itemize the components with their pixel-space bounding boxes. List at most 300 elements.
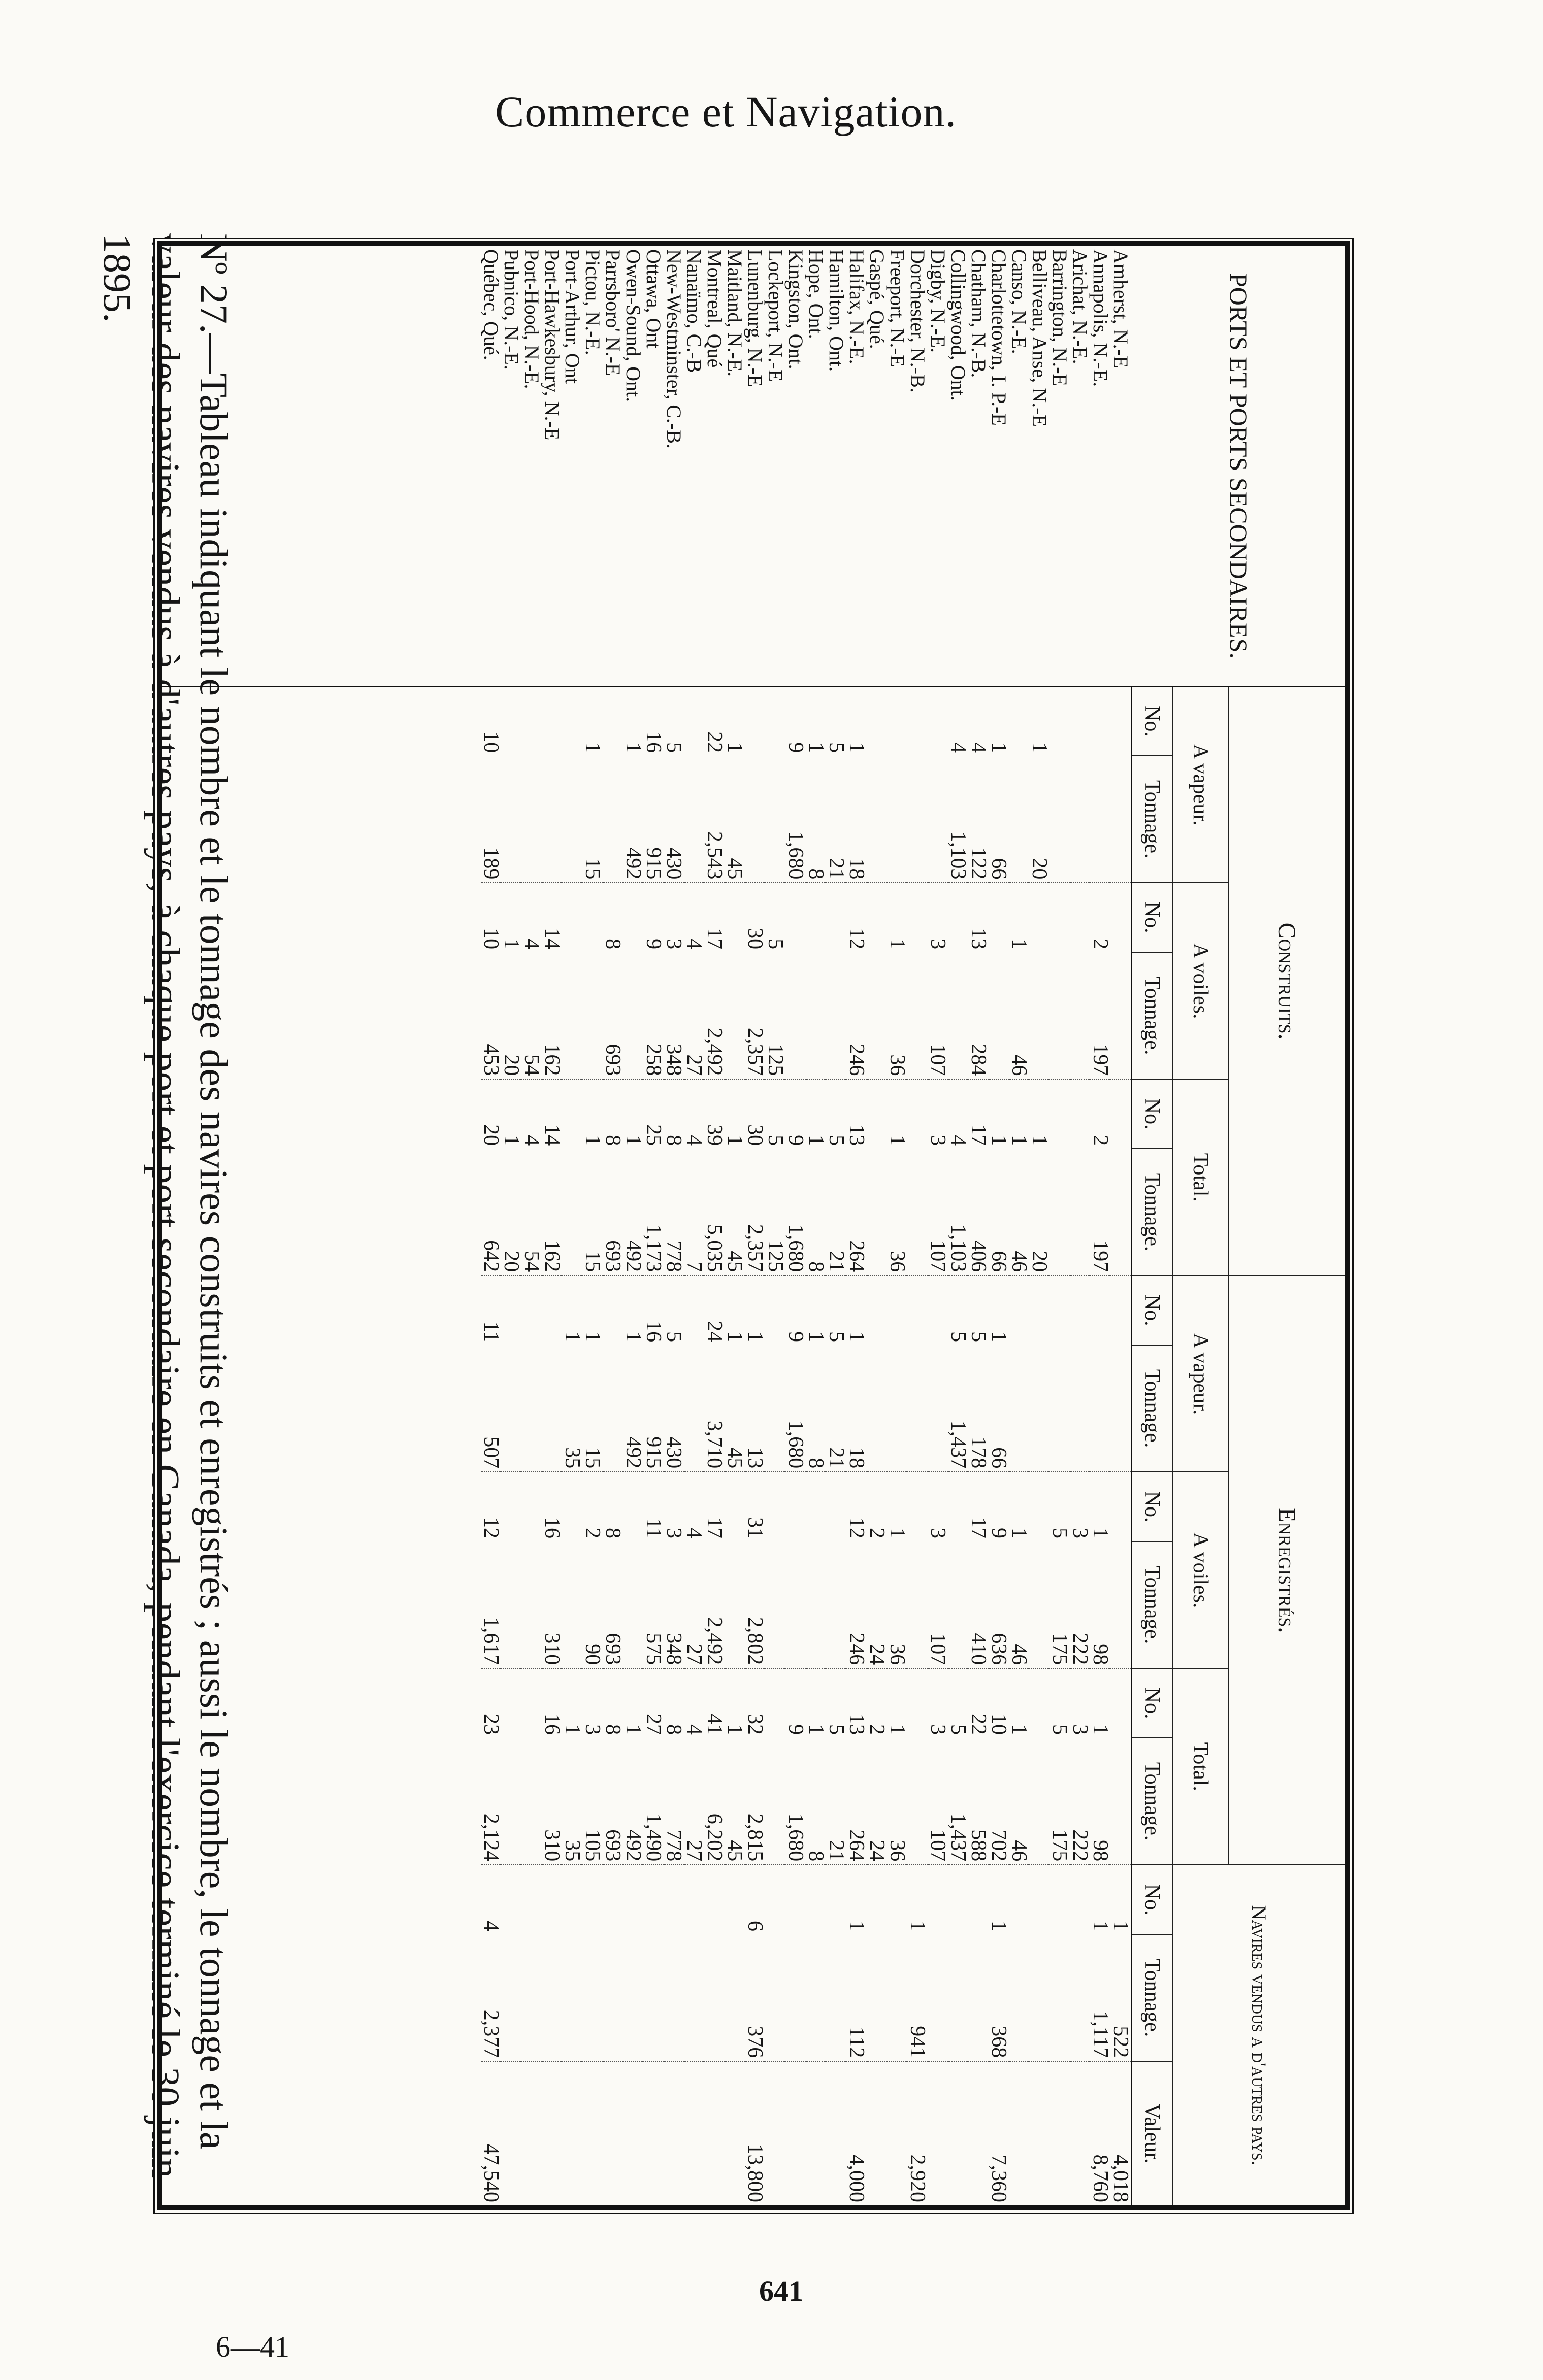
spacer-cell — [162, 246, 481, 686]
port-name-cell: Ottawa, Ont — [644, 246, 664, 686]
cell-r-v-t: 492 — [621, 1436, 645, 1469]
cell-c-s-no — [1111, 883, 1132, 952]
cell-c-s-no — [725, 883, 745, 952]
cell-c-s-no: 14 — [542, 883, 563, 952]
cell-r-v-t: 3,710 — [703, 1420, 727, 1469]
cell-r-s-no — [725, 1472, 745, 1541]
cell-r-t-no: 3 — [1070, 1668, 1091, 1738]
c-vapeur-header: A vapeur. — [1172, 686, 1228, 883]
cell-c-s-no: 30 — [745, 883, 766, 952]
cell-c-s-no: 1 — [502, 883, 522, 952]
cell-c-v-t — [908, 756, 928, 883]
cell-c-v-no — [684, 686, 705, 756]
port-name-cell: Annapolis, N.-E. — [1091, 246, 1111, 686]
r-t-tonnage-header: Tonnage. — [1132, 1738, 1172, 1865]
table-row — [542, 246, 563, 2205]
cell-s-val — [725, 2061, 745, 2205]
cell-c-t-t: 1,173 — [642, 1224, 666, 1272]
cell-c-v-t — [1070, 756, 1091, 883]
port-name-cell: Freeport, N.-E — [888, 246, 908, 686]
cell-r-v-no: 5 — [969, 1276, 989, 1345]
cell-c-t-no: 5 — [827, 1079, 847, 1149]
cell-r-s-t: 175 — [1048, 1633, 1072, 1665]
cell-s-t — [583, 1934, 603, 2061]
cell-c-v-no — [908, 686, 928, 756]
spacer-cell — [162, 756, 481, 883]
cell-c-s-t: 27 — [682, 1054, 706, 1076]
cell-r-s-t: 46 — [1007, 1644, 1031, 1665]
cell-r-v-no: 24 — [705, 1276, 725, 1345]
cell-r-s-t: 24 — [865, 1644, 889, 1665]
table-row — [705, 246, 725, 2205]
cell-c-s-t: 693 — [601, 1044, 625, 1076]
cell-c-s-no: 12 — [847, 883, 867, 952]
cell-c-t-no: 1 — [623, 1079, 644, 1149]
cell-r-s-t: 310 — [540, 1633, 564, 1665]
cell-r-t-no: 8 — [603, 1668, 623, 1738]
cell-c-s-t: 258 — [642, 1044, 666, 1076]
cell-s-val — [928, 2061, 948, 2205]
spacer-cell — [162, 952, 481, 1079]
cell-r-t-no — [502, 1668, 522, 1738]
cell-r-t-no: 9 — [786, 1668, 806, 1738]
cell-c-v-no — [1050, 686, 1070, 756]
port-name-cell: Pictou, N.-E. — [583, 246, 603, 686]
cell-s-val — [786, 2061, 806, 2205]
cell-r-v-no — [766, 1276, 786, 1345]
cell-c-t-t: 46 — [1007, 1251, 1031, 1272]
cell-r-t-t — [1111, 1738, 1132, 1865]
cell-c-v-t — [928, 756, 948, 883]
cell-s-no — [684, 1865, 705, 1934]
cell-r-t-no: 1 — [1009, 1668, 1030, 1738]
table-row — [1009, 246, 1030, 2205]
s-no-header: No. — [1132, 1865, 1172, 1934]
table-row — [623, 246, 644, 2205]
cell-c-s-t: 125 — [764, 1044, 787, 1076]
cell-r-t-t: 105 — [581, 1829, 605, 1862]
cell-r-t-no: 1 — [623, 1668, 644, 1738]
cell-s-no — [867, 1865, 888, 1934]
cell-c-v-no — [1009, 686, 1030, 756]
cell-c-t-t: 45 — [723, 1251, 747, 1272]
cell-s-no: 1 — [989, 1865, 1009, 1934]
cell-r-v-no — [928, 1276, 948, 1345]
cell-s-t: 522 — [1109, 2026, 1133, 2058]
cell-c-s-t: 284 — [967, 1044, 991, 1076]
cell-r-v-t — [522, 1345, 542, 1472]
cell-s-t — [928, 1934, 948, 2061]
cell-c-s-no: 2 — [1091, 883, 1111, 952]
cell-r-v-no: 5 — [827, 1276, 847, 1345]
table-frame — [157, 241, 1350, 2210]
cell-s-val — [766, 2061, 786, 2205]
cell-c-t-t — [563, 1149, 583, 1276]
cell-r-s-t: 107 — [926, 1633, 950, 1665]
cell-r-v-no — [1030, 1276, 1050, 1345]
cell-s-val — [1030, 2061, 1050, 2205]
cell-r-s-t: 2,492 — [703, 1617, 727, 1665]
cell-r-t-t: 98 — [1089, 1840, 1112, 1862]
cell-c-t-t: 5,035 — [703, 1224, 727, 1272]
cell-c-s-t — [989, 952, 1009, 1079]
cell-r-t-t: 21 — [825, 1840, 848, 1862]
cell-s-no — [644, 1865, 664, 1934]
cell-c-s-t — [623, 952, 644, 1079]
cell-c-v-t: 430 — [662, 847, 686, 880]
cell-r-s-t — [1030, 1541, 1050, 1668]
port-name-cell: New-Westminster, C.-B. — [664, 246, 684, 686]
cell-c-s-no — [563, 883, 583, 952]
table-row — [989, 246, 1009, 2205]
cell-s-val — [603, 2061, 623, 2205]
vendus-header: Navires vendus a d'autres pays. — [1172, 1865, 1345, 2205]
cell-r-v-t — [1091, 1345, 1111, 1472]
cell-r-t-no: 16 — [542, 1668, 563, 1738]
cell-s-val — [522, 2061, 542, 2205]
spacer-cell — [162, 883, 481, 952]
cell-s-val: 13,800 — [745, 2061, 766, 2205]
cell-c-v-no — [888, 686, 908, 756]
cell-c-t-no — [908, 1079, 928, 1149]
cell-r-t-no: 8 — [664, 1668, 684, 1738]
s-tonnage-header: Tonnage. — [1132, 1934, 1172, 2061]
cell-r-t-no: 4 — [684, 1668, 705, 1738]
cell-r-t-no: 1 — [563, 1668, 583, 1738]
cell-c-t-no: 8 — [603, 1079, 623, 1149]
cell-s-no — [502, 1865, 522, 1934]
port-name-cell: Nanaïmo, C.-B — [684, 246, 705, 686]
cell-r-s-t — [725, 1541, 745, 1668]
cell-c-s-no — [806, 883, 827, 952]
cell-c-t-no: 13 — [847, 1079, 867, 1149]
cell-r-s-no — [766, 1472, 786, 1541]
cell-r-v-t — [684, 1345, 705, 1472]
cell-s-t — [1070, 1934, 1091, 2061]
cell-c-v-t: 1,103 — [946, 831, 970, 880]
cell-r-s-t: 348 — [662, 1633, 686, 1665]
cell-c-t-no: 1 — [502, 1079, 522, 1149]
cell-r-s-no — [908, 1472, 928, 1541]
cell-r-v-t: 8 — [804, 1458, 828, 1469]
cell-r-v-no: 1 — [623, 1276, 644, 1345]
cell-r-v-no — [888, 1276, 908, 1345]
table-row — [888, 246, 908, 2205]
cell-c-t-no: 30 — [745, 1079, 766, 1149]
cell-c-v-no: 9 — [786, 686, 806, 756]
cell-s-t — [684, 1934, 705, 2061]
cell-c-t-t: 15 — [581, 1251, 605, 1272]
cell-r-s-no — [502, 1472, 522, 1541]
table-row — [522, 246, 542, 2205]
port-name-cell: Port-Hawkesbury, N.-E — [542, 246, 563, 686]
cell-s-no — [522, 1865, 542, 1934]
spacer-cell — [162, 1472, 481, 1541]
cell-r-s-no: 1 — [1091, 1472, 1111, 1541]
table-row — [684, 246, 705, 2205]
cell-r-v-t: 66 — [987, 1447, 1011, 1469]
c-t-tonnage-header: Tonnage. — [1132, 1149, 1172, 1276]
cell-r-t-no: 10 — [989, 1668, 1009, 1738]
table-row — [1091, 246, 1111, 2205]
cell-c-v-t — [1050, 756, 1070, 883]
cell-s-no — [705, 1865, 725, 1934]
spacer-cell — [162, 1738, 481, 1865]
cell-c-v-no — [745, 686, 766, 756]
cell-c-v-no: 16 — [644, 686, 664, 756]
cell-r-s-no — [522, 1472, 542, 1541]
c-v-no-header: No. — [1132, 686, 1172, 756]
cell-c-v-t — [684, 756, 705, 883]
cell-c-s-no: 9 — [644, 883, 664, 952]
port-name-cell: Hope, Ont. — [806, 246, 827, 686]
cell-r-t-t: 1,490 — [642, 1813, 666, 1862]
cell-c-t-t: 162 — [540, 1240, 564, 1272]
cell-r-s-no — [623, 1472, 644, 1541]
cell-c-v-t — [867, 756, 888, 883]
cell-c-v-t — [766, 756, 786, 883]
cell-c-t-no: 14 — [542, 1079, 563, 1149]
cell-r-v-no: 5 — [664, 1276, 684, 1345]
cell-c-s-no — [1030, 883, 1050, 952]
table-row — [502, 246, 522, 2205]
cell-r-v-no: 16 — [644, 1276, 664, 1345]
cell-s-no: 1 — [1091, 1865, 1111, 1934]
cell-r-t-no: 23 — [481, 1668, 502, 1738]
cell-r-v-t: 507 — [479, 1436, 503, 1469]
cell-r-s-no: 2 — [867, 1472, 888, 1541]
cell-r-t-no: 1 — [725, 1668, 745, 1738]
cell-c-v-no: 4 — [969, 686, 989, 756]
statistics-table — [162, 246, 1345, 2205]
cell-s-val — [888, 2061, 908, 2205]
cell-c-v-t — [603, 756, 623, 883]
cell-r-v-t — [928, 1345, 948, 1472]
cell-r-v-t: 1,680 — [784, 1420, 808, 1469]
cell-c-v-no — [928, 686, 948, 756]
cell-c-s-t — [563, 952, 583, 1079]
cell-c-t-no: 5 — [766, 1079, 786, 1149]
cell-c-s-no: 1 — [1009, 883, 1030, 952]
cell-s-no — [563, 1865, 583, 1934]
r-s-no-header: No. — [1132, 1472, 1172, 1541]
cell-s-no: 1 — [847, 1865, 867, 1934]
cell-s-val — [867, 2061, 888, 2205]
cell-c-s-no: 17 — [705, 883, 725, 952]
cell-r-t-t: 310 — [540, 1829, 564, 1862]
r-total-header: Total. — [1172, 1668, 1228, 1865]
port-name-cell: Charlottetown, I. P.-E — [989, 246, 1009, 686]
cell-r-s-t: 246 — [845, 1633, 869, 1665]
cell-s-t — [502, 1934, 522, 2061]
cell-c-v-no — [542, 686, 563, 756]
cell-r-s-t — [623, 1541, 644, 1668]
cell-r-t-t: 702 — [987, 1829, 1011, 1862]
table-row — [1030, 246, 1050, 2205]
cell-r-t-t: 36 — [885, 1840, 909, 1862]
cell-s-no: 1 — [1111, 1865, 1132, 1934]
cell-c-v-t: 122 — [967, 847, 991, 880]
port-name-cell: Amherst, N.-E — [1111, 246, 1132, 686]
cell-s-no — [786, 1865, 806, 1934]
cell-s-val — [502, 2061, 522, 2205]
cell-s-val — [644, 2061, 664, 2205]
spacer-cell — [162, 1276, 481, 1345]
spacer-cell — [162, 1149, 481, 1276]
cell-s-t — [948, 1934, 969, 2061]
table-row — [745, 246, 766, 2205]
cell-s-t — [522, 1934, 542, 2061]
table-bottom-spacer — [162, 246, 481, 2205]
cell-r-t-no — [908, 1668, 928, 1738]
table-row — [664, 246, 684, 2205]
r-s-tonnage-header: Tonnage. — [1132, 1541, 1172, 1668]
cell-c-t-t: 36 — [885, 1251, 909, 1272]
cell-c-v-no — [1070, 686, 1091, 756]
cell-r-t-t: 588 — [967, 1829, 991, 1862]
cell-s-t: 1,117 — [1089, 2010, 1112, 2058]
cell-c-t-t: 1,680 — [784, 1224, 808, 1272]
cell-c-s-t — [1111, 952, 1132, 1079]
cell-r-t-no: 1 — [806, 1668, 827, 1738]
cell-s-t — [1050, 1934, 1070, 2061]
cell-c-s-t — [786, 952, 806, 1079]
cell-r-t-t: 46 — [1007, 1840, 1031, 1862]
cell-c-s-no — [1050, 883, 1070, 952]
cell-r-s-no: 3 — [664, 1472, 684, 1541]
cell-c-t-t: 778 — [662, 1240, 686, 1272]
cell-s-t — [1009, 1934, 1030, 2061]
cell-r-s-t — [563, 1541, 583, 1668]
cell-r-s-no: 1 — [1009, 1472, 1030, 1541]
cell-c-t-t: 197 — [1089, 1240, 1112, 1272]
cell-c-s-no: 1 — [888, 883, 908, 952]
cell-c-s-no: 3 — [664, 883, 684, 952]
port-name-cell: Arichat, N.-E. — [1070, 246, 1091, 686]
cell-r-s-t: 90 — [581, 1644, 605, 1665]
table-row — [786, 246, 806, 2205]
cell-r-s-t: 36 — [885, 1644, 909, 1665]
cell-c-v-t — [563, 756, 583, 883]
cell-c-v-t: 66 — [987, 858, 1011, 880]
cell-r-s-t — [786, 1541, 806, 1668]
cell-r-v-t — [766, 1345, 786, 1472]
cell-c-v-no — [603, 686, 623, 756]
cell-c-v-no — [563, 686, 583, 756]
cell-c-t-no: 1 — [1009, 1079, 1030, 1149]
spacer-cell — [162, 1541, 481, 1668]
cell-r-t-no: 1 — [1091, 1668, 1111, 1738]
cell-c-v-t: 2,543 — [703, 831, 727, 880]
cell-c-t-t: 406 — [967, 1240, 991, 1272]
cell-r-t-t: 6,202 — [703, 1813, 727, 1862]
cell-s-val — [563, 2061, 583, 2205]
cell-c-t-t: 107 — [926, 1240, 950, 1272]
cell-s-val — [542, 2061, 563, 2205]
cell-c-s-no: 13 — [969, 883, 989, 952]
cell-c-s-t: 2,492 — [703, 1027, 727, 1076]
cell-c-t-no — [1050, 1079, 1070, 1149]
cell-r-s-t — [766, 1541, 786, 1668]
cell-c-v-t: 915 — [642, 847, 666, 880]
table-row — [563, 246, 583, 2205]
cell-r-s-no: 11 — [644, 1472, 664, 1541]
cell-r-s-no — [948, 1472, 969, 1541]
cell-r-t-t: 693 — [601, 1829, 625, 1862]
c-t-no-header: No. — [1132, 1079, 1172, 1149]
cell-c-t-no: 1 — [583, 1079, 603, 1149]
cell-s-t — [644, 1934, 664, 2061]
c-total-header: Total. — [1172, 1079, 1228, 1276]
cell-c-s-no — [908, 883, 928, 952]
cell-r-s-no: 17 — [705, 1472, 725, 1541]
table-row — [583, 246, 603, 2205]
cell-s-no — [948, 1865, 969, 1934]
cell-c-s-t: 348 — [662, 1044, 686, 1076]
cell-c-s-no: 10 — [481, 883, 502, 952]
cell-r-s-no — [1111, 1472, 1132, 1541]
running-head: Commerce et Navigation. — [495, 87, 957, 136]
port-name-cell: Canso, N.-E. — [1009, 246, 1030, 686]
cell-c-s-t: 54 — [520, 1054, 544, 1076]
cell-c-v-no — [1091, 686, 1111, 756]
cell-c-s-no — [1070, 883, 1091, 952]
cell-r-t-no: 1 — [888, 1668, 908, 1738]
cell-r-v-no — [1050, 1276, 1070, 1345]
cell-c-t-no: 9 — [786, 1079, 806, 1149]
cell-r-s-t: 27 — [682, 1644, 706, 1665]
cell-c-s-t: 20 — [500, 1054, 523, 1076]
cell-c-s-t: 2,357 — [743, 1027, 767, 1076]
cell-r-t-no: 3 — [583, 1668, 603, 1738]
cell-r-v-no — [908, 1276, 928, 1345]
cell-c-t-t: 54 — [520, 1251, 544, 1272]
cell-r-t-t: 8 — [804, 1851, 828, 1862]
cell-c-v-t — [1111, 756, 1132, 883]
cell-r-s-no — [786, 1472, 806, 1541]
cell-s-no — [664, 1865, 684, 1934]
cell-c-t-t: 8 — [804, 1261, 828, 1272]
cell-s-no — [766, 1865, 786, 1934]
cell-r-v-t — [867, 1345, 888, 1472]
spacer-cell — [162, 1865, 481, 1934]
cell-s-t — [766, 1934, 786, 2061]
cell-r-t-no — [1111, 1668, 1132, 1738]
cell-s-val: 2,920 — [908, 2061, 928, 2205]
cell-c-s-no — [583, 883, 603, 952]
cell-c-s-no: 8 — [603, 883, 623, 952]
cell-c-t-t — [1050, 1149, 1070, 1276]
cell-s-t — [664, 1934, 684, 2061]
cell-r-t-t: 45 — [723, 1840, 747, 1862]
cell-r-s-no: 17 — [969, 1472, 989, 1541]
cell-r-v-t — [502, 1345, 522, 1472]
cell-s-no: 4 — [481, 1865, 502, 1934]
cell-r-s-t: 410 — [967, 1633, 991, 1665]
cell-c-v-no: 5 — [664, 686, 684, 756]
cell-c-t-t: 7 — [682, 1261, 706, 1272]
cell-c-s-t: 36 — [885, 1054, 909, 1076]
cell-r-s-t — [1111, 1541, 1132, 1668]
cell-s-t: 112 — [845, 2026, 869, 2058]
cell-c-t-no: 25 — [644, 1079, 664, 1149]
cell-r-t-t: 175 — [1048, 1829, 1072, 1862]
cell-r-t-no — [766, 1668, 786, 1738]
cell-r-t-no — [1030, 1668, 1050, 1738]
cell-r-t-t: 2,815 — [743, 1813, 767, 1862]
cell-r-s-no: 3 — [928, 1472, 948, 1541]
ports-header: PORTS ET PORTS SECONDAIRES. — [1132, 246, 1345, 686]
